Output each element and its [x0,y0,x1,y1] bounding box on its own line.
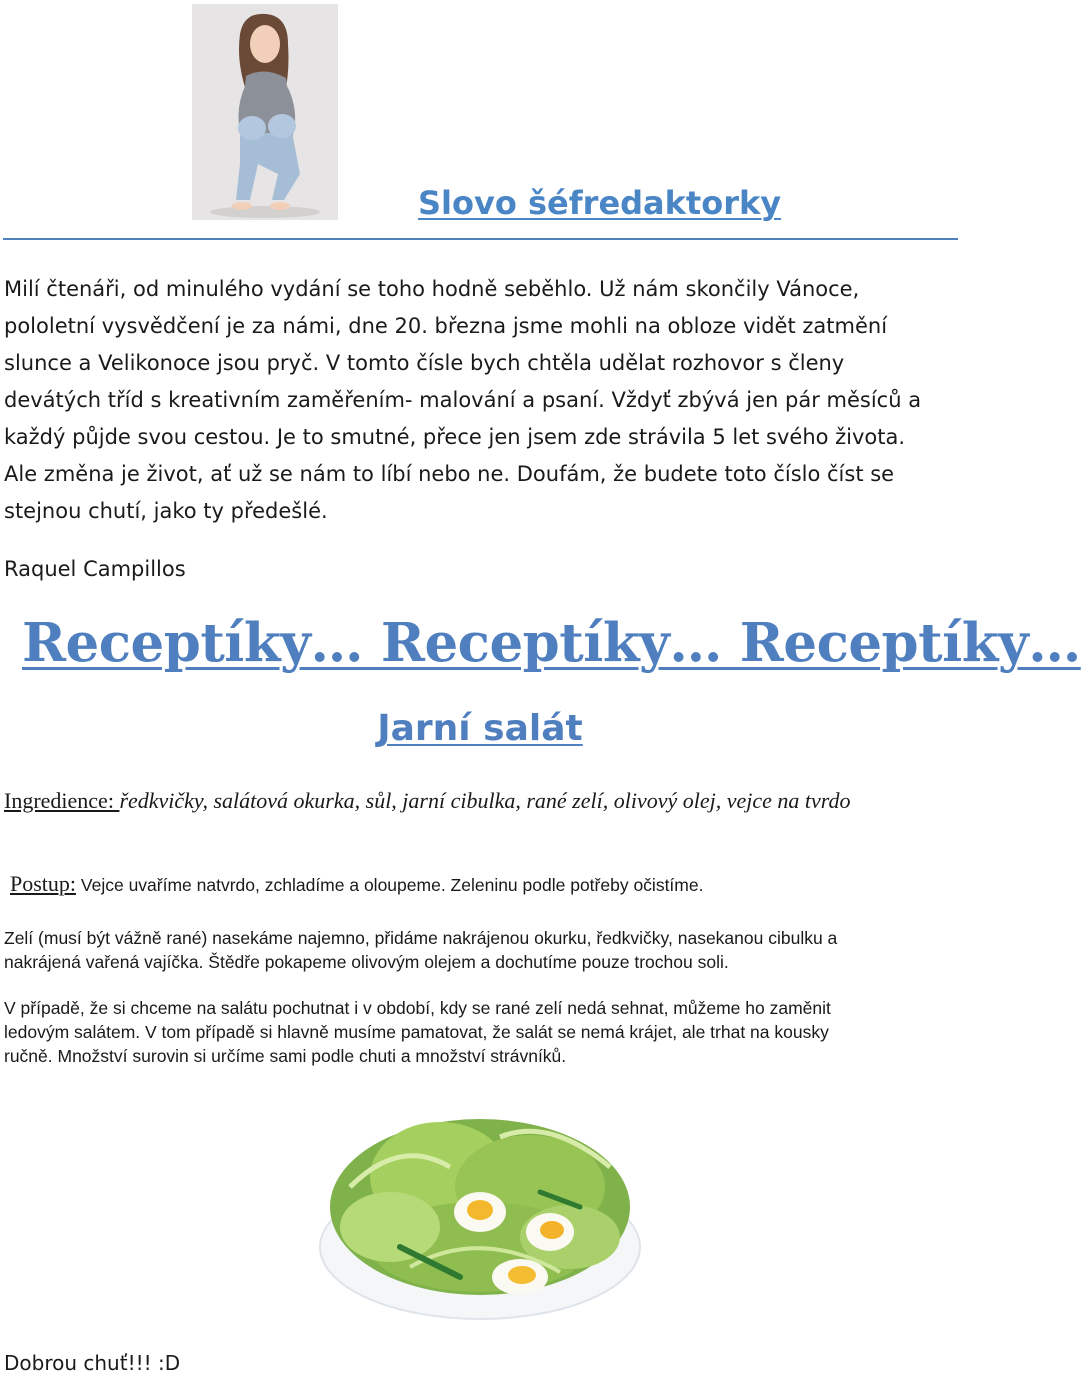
method-step-line: ledovým salátem. V tom případě si hlavně musíme pamatovat, že salát se nemá krájet, ale trhat na kousky [4,1022,829,1042]
method-text: Vejce uvaříme natvrdo, zchladíme a oloupeme. Zeleninu podle potřeby očistíme. [76,875,704,895]
method-paragraph [4,872,958,897]
ingredients-label: Ingredience: [4,788,120,813]
editorial-paragraph [4,271,921,530]
editorial-line: stejnou chutí, jako ty předešlé. [4,499,328,523]
editorial-signature: Raquel Campillos [4,557,186,581]
editorial-heading: Slovo šéfredaktorky [418,184,782,222]
editorial-line: Ale změna je život, ať už se nám to líbí nebo ne. Doufám, že budete toto číslo číst se [4,462,895,486]
ingredients-paragraph [4,786,954,816]
ingredients-list: ředkvičky, salátová okurka, sůl, jarní cibulka, rané zelí, olivový olej, vejce na tvrdo [119,788,851,813]
method-step-line: ručně. Množství surovin si určíme sami podle chuti a množství strávníků. [4,1046,567,1066]
recipe-title: Jarní salát [377,708,583,749]
recipes-banner: Receptíky… Receptíky… Receptíky… [22,612,1081,674]
editorial-line: devátých tříd s kreativním zaměřením- malování a psaní. Vždyť zbývá jen pár měsíců a [4,388,922,412]
editorial-line: každý půjde svou cestou. Je to smutné, přece jen jsem zde strávila 5 let svého života. [4,425,906,449]
method-step-line: nakrájená vařená vajíčka. Štědře pokapeme olivovým olejem a dochutíme pouze trochou soli. [4,952,729,972]
method-step-line: Zelí (musí být vážně rané) nasekáme najemno, přidáme nakrájenou okurku, ředkvičky, nasekanou cibulku a [4,928,838,948]
method-step-line: V případě, že si chceme na salátu pochutnat i v období, kdy se rané zelí nedá sehnat, můžeme ho zaměnit [4,998,831,1018]
editorial-line: Milí čtenáři, od minulého vydání se toho hodně seběhlo. Už nám skončily Vánoce, [4,277,860,301]
closing-line: Dobrou chuť!!! :D [4,1351,181,1375]
method-label: Postup: [10,871,77,896]
editorial-line: slunce a Velikonoce jsou pryč. V tomto čísle bych chtěla udělat rozhovor s členy [4,351,845,375]
editor-photo [192,4,338,220]
method-step [4,926,958,974]
salad-photo [310,1097,651,1323]
method-step [4,996,958,1068]
heading-divider [3,238,958,240]
editorial-line: pololetní vysvědčení je za námi, dne 20. března jsme mohli na obloze vidět zatmění [4,314,888,338]
